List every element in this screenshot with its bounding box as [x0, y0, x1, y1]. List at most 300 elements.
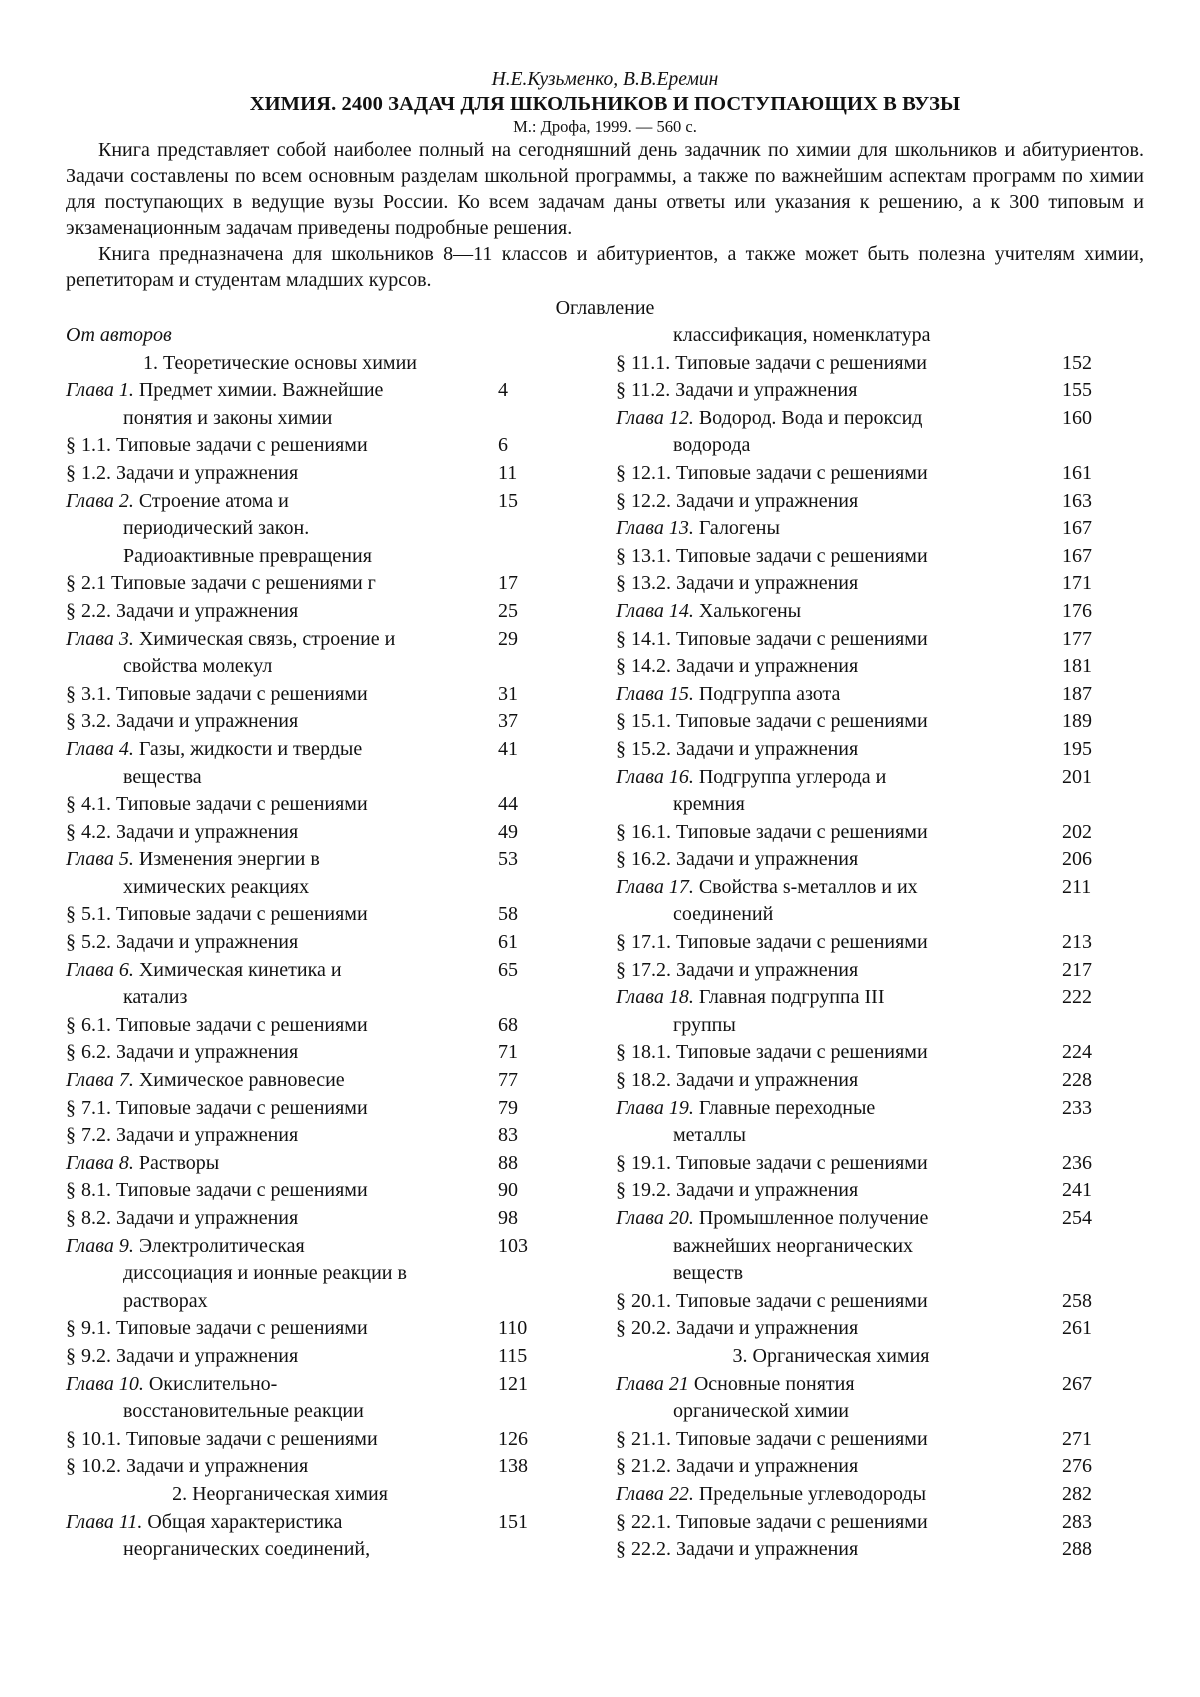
toc-entry [66, 1315, 566, 1343]
toc-entry [616, 791, 1144, 819]
chapter-title: Химическая связь, строение и [133, 627, 396, 650]
toc-page-number: 267 [1062, 1372, 1092, 1395]
toc-page-number: 217 [1062, 958, 1092, 981]
toc-page-number: 213 [1062, 931, 1092, 954]
toc-page-number [1046, 1260, 1142, 1288]
toc-page-number: 138 [498, 1455, 528, 1478]
toc-page-number: 25 [498, 599, 518, 622]
toc-entry-title [66, 1371, 494, 1399]
toc-entry [66, 819, 566, 847]
toc-page-number: 15 [498, 489, 518, 512]
toc-entry-title: важнейших неорганических [673, 1234, 914, 1257]
toc-entry [66, 1095, 566, 1123]
toc-entry-title: § 8.2. Задачи и упражнения [66, 1207, 299, 1229]
toc-page-number [1046, 1398, 1142, 1426]
toc-entry [66, 405, 566, 433]
toc-page-number [494, 1481, 558, 1509]
toc-page-number: 171 [1062, 572, 1092, 595]
toc-entry [616, 543, 1144, 571]
toc-entry-title: 3. Органическая химия [732, 1344, 930, 1367]
toc-page-number [494, 764, 558, 792]
toc-page-number: 206 [1062, 848, 1092, 871]
chapter-label: Глава 4. [66, 737, 134, 760]
toc-entry [66, 736, 566, 764]
toc-entry-title [616, 874, 1046, 902]
chapter-label: Глава 21 [616, 1372, 689, 1395]
toc-entry-title: § 16.2. Задачи и упражнения [616, 848, 859, 871]
toc-page-number: 163 [1062, 489, 1092, 512]
toc-entry-title: группы [673, 1013, 736, 1036]
toc-page-number: 228 [1062, 1069, 1092, 1092]
toc-entry-title: § 21.1. Типовые задачи с решениями [616, 1427, 928, 1450]
toc-entry [616, 1536, 1144, 1564]
toc-entry-title: металлы [673, 1124, 746, 1147]
toc-entry [66, 1233, 566, 1261]
toc-entry-title: соединений [673, 903, 774, 926]
chapter-label: Глава 7. [66, 1069, 134, 1092]
toc-entry [616, 626, 1144, 654]
toc-page-number [1046, 791, 1142, 819]
toc-entry [616, 846, 1144, 874]
toc-page-number [1046, 1122, 1142, 1150]
chapter-title: Халькогены [693, 599, 802, 622]
toc-page-number: 61 [498, 931, 518, 954]
toc-entry-title: § 20.2. Задачи и упражнения [616, 1317, 859, 1340]
toc-page-number: 187 [1062, 682, 1092, 705]
toc-entry-title: веществ [673, 1262, 744, 1285]
toc-page-number [1046, 1233, 1142, 1261]
toc-page-number: 41 [498, 737, 518, 760]
chapter-label: Глава 14. [616, 599, 694, 622]
toc-entry [616, 1315, 1144, 1343]
toc-entry-title: От авторов [66, 324, 172, 346]
chapter-label: Глава 17. [616, 875, 694, 898]
toc-entry [66, 350, 566, 378]
toc-page-number: 176 [1062, 599, 1092, 622]
toc-entry-title: периодический закон. [123, 517, 310, 540]
toc-entry [616, 708, 1144, 736]
toc-page-number: 83 [498, 1124, 518, 1147]
toc-entry [616, 1453, 1144, 1481]
chapter-title: Свойства s-металлов и их [693, 875, 918, 898]
toc-page-number: 288 [1062, 1538, 1092, 1561]
annotation-paragraph-1: Книга представляет собой наиболее полный на сегодняшний день задачник по химии для школьников и абитуриентов. Задачи составлены по всем основным разделам школьной программы, а также по важнейшим аспектам программ по химии для поступающих в ведущие вузы России. Ко всем задачам даны ответы или указания к решению, а к 300 типовым и экзаменационным задачам приведены подробные решения. [66, 139, 1144, 239]
toc-page-number: 49 [498, 820, 518, 843]
toc-entry [616, 1233, 1144, 1261]
chapter-title: Основные понятия [688, 1372, 855, 1395]
toc-page-number: 283 [1062, 1510, 1092, 1533]
toc-page-number [1046, 901, 1142, 929]
toc-entry [616, 764, 1144, 792]
toc-entry [66, 1426, 566, 1454]
toc-page-number: 282 [1062, 1482, 1092, 1505]
toc-entry [66, 1509, 566, 1537]
toc-entry-title [66, 377, 494, 405]
toc-entry-title [66, 1233, 494, 1261]
toc-entry [616, 957, 1144, 985]
toc-left-column [66, 322, 566, 1564]
toc-entry-title: § 8.1. Типовые задачи с решениями [66, 1179, 368, 1202]
book-authors: Н.Е.Кузьменко, В.В.Еремин [491, 69, 719, 90]
toc-entry-title: классификация, номенклатура [673, 324, 931, 346]
chapter-title: Предмет химии. Важнейшие [133, 379, 384, 402]
toc-page-number: 177 [1062, 627, 1092, 650]
toc-page-number: 58 [498, 903, 518, 926]
toc-page-number [494, 515, 558, 543]
annotation-paragraph-2: Книга предназначена для школьников 8—11 классов и абитуриентов, а также может быть полезна учителям химии, репетиторам и студентам младших курсов. [66, 243, 1144, 291]
toc-entry [616, 1095, 1144, 1123]
toc-page-number: 181 [1062, 655, 1092, 678]
toc-page-number: 121 [498, 1372, 528, 1395]
toc-entry [66, 1343, 566, 1371]
toc-entry-title: катализ [123, 986, 188, 1009]
toc-entry-title [66, 957, 494, 985]
toc-entry-title: § 14.1. Типовые задачи с решениями [616, 627, 928, 650]
toc-entry-title: органической химии [673, 1400, 849, 1423]
toc-entry [616, 432, 1144, 460]
toc-entry [616, 1039, 1144, 1067]
chapter-label: Глава 8. [66, 1151, 134, 1174]
toc-entry-title: § 9.1. Типовые задачи с решениями [66, 1317, 368, 1340]
toc-entry-title [616, 405, 1046, 433]
toc-entry [66, 570, 566, 598]
toc-entry-title: § 10.2. Задачи и упражнения [66, 1455, 309, 1478]
toc-entry [616, 1509, 1144, 1537]
toc-entry-title: водорода [673, 434, 751, 457]
table-of-contents [66, 322, 1144, 1564]
toc-entry-title: § 15.2. Задачи и упражнения [616, 737, 859, 760]
chapter-label: Глава 19. [616, 1096, 694, 1119]
toc-page-number: 152 [1062, 351, 1092, 374]
toc-entry [66, 764, 566, 792]
toc-entry [616, 322, 1144, 350]
publisher-info: М.: Дрофа, 1999. — 560 с. [513, 117, 697, 136]
toc-page-number: 271 [1062, 1427, 1092, 1450]
toc-page-number: 151 [498, 1510, 528, 1533]
toc-entry [616, 901, 1144, 929]
toc-entry-title [66, 488, 494, 516]
toc-entry-title: § 13.1. Типовые задачи с решениями [616, 544, 928, 567]
toc-page-number [494, 874, 558, 902]
toc-entry-title: § 12.2. Задачи и упражнения [616, 489, 859, 512]
toc-entry [66, 1288, 566, 1316]
chapter-title: Химическая кинетика и [133, 958, 342, 981]
toc-entry [66, 901, 566, 929]
chapter-title: Главные переходные [693, 1096, 876, 1119]
toc-page-number: 4 [498, 379, 508, 402]
toc-page-number: 88 [498, 1151, 518, 1174]
toc-page-number: 258 [1062, 1289, 1092, 1312]
toc-page-number: 211 [1062, 875, 1092, 898]
toc-page-number: 6 [498, 434, 508, 457]
toc-entry [616, 460, 1144, 488]
toc-entry [616, 1481, 1144, 1509]
toc-entry-title: § 14.2. Задачи и упражнения [616, 655, 859, 678]
toc-page-number: 44 [498, 793, 518, 816]
toc-entry-title: § 6.1. Типовые задачи с решениями [66, 1013, 368, 1036]
toc-entry [66, 1205, 566, 1233]
toc-entry-title [616, 681, 1046, 709]
chapter-label: Глава 12. [616, 406, 694, 429]
toc-entry-title [616, 1095, 1046, 1123]
chapter-label: Глава 18. [616, 986, 694, 1009]
chapter-title: Химическое равновесие [133, 1069, 345, 1092]
toc-page-number: 79 [498, 1096, 518, 1119]
toc-entry [66, 984, 566, 1012]
toc-page-number: 31 [498, 682, 518, 705]
toc-entry-title: § 5.2. Задачи и упражнения [66, 931, 299, 954]
chapter-label: Глава 3. [66, 627, 134, 650]
chapter-title: Изменения энергии в [133, 848, 320, 871]
toc-entry-title: § 18.2. Задачи и упражнения [616, 1069, 859, 1092]
toc-entry [66, 1481, 566, 1509]
toc-entry [616, 1371, 1144, 1399]
toc-entry-title [616, 984, 1046, 1012]
toc-page-number: 195 [1062, 737, 1092, 760]
toc-entry [616, 1260, 1144, 1288]
toc-entry-title: § 6.2. Задачи и упражнения [66, 1041, 299, 1064]
toc-entry-title: § 11.1. Типовые задачи с решениями [616, 351, 927, 374]
chapter-title: Главная подгруппа III [693, 986, 885, 1009]
toc-entry-title: § 19.2. Задачи и упражнения [616, 1179, 859, 1202]
toc-entry [66, 874, 566, 902]
toc-entry-title: химических реакциях [123, 875, 310, 898]
toc-entry [66, 377, 566, 405]
toc-entry [66, 1039, 566, 1067]
toc-entry-title: § 5.1. Типовые задачи с решениями [66, 903, 368, 926]
toc-page-number: 254 [1062, 1207, 1092, 1229]
toc-entry-title [66, 846, 494, 874]
chapter-title: Водород. Вода и пероксид [693, 406, 923, 429]
toc-entry-title [616, 1481, 1046, 1509]
chapter-title: Строение атома и [133, 489, 289, 512]
chapter-title: Растворы [133, 1151, 220, 1174]
chapter-title: Окислительно- [143, 1372, 278, 1395]
toc-page-number: 115 [498, 1344, 528, 1367]
toc-page-number [494, 1260, 558, 1288]
toc-page-number: 222 [1062, 986, 1092, 1009]
toc-page-number: 160 [1062, 406, 1092, 429]
toc-entry-title: 1. Теоретические основы химии [143, 351, 417, 374]
toc-entry [66, 1012, 566, 1040]
toc-page-number [1046, 432, 1142, 460]
toc-entry-title: вещества [123, 765, 202, 788]
chapter-label: Глава 22. [616, 1482, 694, 1505]
toc-entry [66, 1260, 566, 1288]
toc-entry-title: § 3.2. Задачи и упражнения [66, 710, 299, 733]
toc-entry-title: § 22.1. Типовые задачи с решениями [616, 1510, 928, 1533]
toc-entry-title: неорганических соединений, [123, 1538, 371, 1561]
toc-page-number: 103 [498, 1234, 528, 1257]
chapter-label: Глава 16. [616, 765, 694, 788]
toc-entry [66, 1453, 566, 1481]
toc-entry-title: § 1.2. Задачи и упражнения [66, 461, 299, 484]
toc-entry [66, 432, 566, 460]
toc-entry-title: § 10.1. Типовые задачи с решениями [66, 1427, 378, 1450]
toc-entry-title [616, 764, 1046, 792]
toc-entry-title: кремния [673, 793, 745, 816]
toc-page-number [494, 1536, 558, 1564]
toc-page-number: 77 [498, 1069, 518, 1092]
toc-right-column [616, 322, 1144, 1564]
toc-entry [616, 1177, 1144, 1205]
toc-page-number: 261 [1062, 1317, 1092, 1340]
toc-entry-title: восстановительные реакции [123, 1400, 364, 1423]
toc-entry [66, 460, 566, 488]
chapter-label: Глава 6. [66, 958, 134, 981]
toc-entry [616, 874, 1144, 902]
toc-entry [66, 488, 566, 516]
toc-entry [66, 515, 566, 543]
toc-entry-title: § 21.2. Задачи и упражнения [616, 1455, 859, 1478]
toc-page-number: 68 [498, 1013, 518, 1036]
toc-entry-title: § 19.1. Типовые задачи с решениями [616, 1151, 928, 1174]
toc-entry-title [66, 1150, 494, 1178]
toc-page-number: 126 [498, 1427, 528, 1450]
toc-entry-title: § 20.1. Типовые задачи с решениями [616, 1289, 928, 1312]
toc-entry [616, 1426, 1144, 1454]
toc-entry-title [616, 1205, 1046, 1233]
toc-entry-title: § 12.1. Типовые задачи с решениями [616, 461, 928, 484]
toc-page-number: 37 [498, 710, 518, 733]
toc-page-number: 167 [1062, 517, 1092, 540]
toc-entry-title [616, 598, 1046, 626]
chapter-title: Предельные углеводороды [693, 1482, 927, 1505]
toc-entry-title: § 4.1. Типовые задачи с решениями [66, 793, 368, 816]
toc-entry [66, 1177, 566, 1205]
chapter-title: Подгруппа углерода и [693, 765, 887, 788]
toc-entry [616, 1150, 1144, 1178]
toc-entry [66, 929, 566, 957]
toc-entry [616, 1122, 1144, 1150]
toc-entry-title: § 4.2. Задачи и упражнения [66, 820, 299, 843]
toc-entry [66, 1067, 566, 1095]
toc-entry-title: диссоциация и ионные реакции в [123, 1262, 407, 1285]
toc-entry [616, 515, 1144, 543]
toc-entry-title: § 15.1. Типовые задачи с решениями [616, 710, 928, 733]
toc-entry [616, 1012, 1144, 1040]
toc-entry-title: § 22.2. Задачи и упражнения [616, 1538, 859, 1561]
toc-entry [616, 929, 1144, 957]
toc-entry-title: § 16.1. Типовые задачи с решениями [616, 820, 928, 843]
chapter-label: Глава 15. [616, 682, 694, 705]
chapter-label: Глава 1. [66, 379, 134, 402]
book-title: ХИМИЯ. 2400 ЗАДАЧ ДЛЯ ШКОЛЬНИКОВ И ПОСТУПАЮЩИХ В ВУЗЫ [249, 93, 961, 115]
toc-page-number [494, 543, 558, 571]
chapter-title: Газы, жидкости и твердые [133, 737, 363, 760]
toc-page-number: 189 [1062, 710, 1092, 733]
toc-entry-title: понятия и законы химии [123, 406, 333, 429]
toc-entry [66, 1371, 566, 1399]
toc-entry [616, 377, 1144, 405]
toc-page-number [494, 1398, 558, 1426]
toc-entry [66, 1536, 566, 1564]
toc-entry [616, 1288, 1144, 1316]
toc-entry [66, 626, 566, 654]
toc-entry [616, 1343, 1144, 1371]
toc-page-number [1046, 1343, 1142, 1371]
toc-entry [66, 1398, 566, 1426]
toc-page-number: 201 [1062, 765, 1092, 788]
toc-page-number: 161 [1062, 461, 1092, 484]
toc-entry [66, 846, 566, 874]
chapter-title: Подгруппа азота [693, 682, 841, 705]
toc-page-number [494, 350, 558, 378]
toc-page-number: 236 [1062, 1151, 1092, 1174]
toc-page-number [494, 984, 558, 1012]
toc-page-number [494, 653, 558, 681]
toc-page-number [494, 1288, 558, 1316]
chapter-title: Общая характеристика [142, 1510, 343, 1533]
toc-entry-title: § 11.2. Задачи и упражнения [616, 379, 858, 402]
toc-entry-title: растворах [123, 1289, 208, 1312]
toc-entry-title [66, 1067, 494, 1095]
toc-heading: Оглавление [555, 297, 655, 319]
toc-entry [66, 957, 566, 985]
toc-entry [616, 1067, 1144, 1095]
toc-page-number: 29 [498, 627, 518, 650]
toc-entry-title: § 18.1. Типовые задачи с решениями [616, 1041, 928, 1064]
chapter-label: Глава 13. [616, 517, 694, 540]
toc-page-number: 53 [498, 848, 518, 871]
toc-page-number: 233 [1062, 1096, 1092, 1119]
toc-entry-title: § 2.2. Задачи и упражнения [66, 599, 299, 622]
toc-entry [616, 570, 1144, 598]
chapter-title: Галогены [693, 517, 780, 540]
toc-entry [616, 984, 1144, 1012]
toc-entry-title [66, 626, 494, 654]
toc-entry-title: § 17.1. Типовые задачи с решениями [616, 931, 928, 954]
chapter-label: Глава 5. [66, 848, 134, 871]
toc-page-number: 11 [498, 461, 518, 484]
toc-page-number: 224 [1062, 1041, 1092, 1064]
chapter-label: Глава 20. [616, 1207, 694, 1229]
toc-entry [616, 1398, 1144, 1426]
toc-entry [66, 681, 566, 709]
toc-page-number [494, 405, 558, 433]
toc-entry [66, 598, 566, 626]
toc-entry-title [616, 515, 1046, 543]
toc-page-number [1046, 322, 1142, 350]
toc-entry-title: Радиоактивные превращения [123, 544, 372, 567]
toc-entry-title: § 3.1. Типовые задачи с решениями [66, 682, 368, 705]
toc-entry-title: 2. Неорганическая химия [172, 1482, 388, 1505]
toc-entry [616, 1205, 1144, 1233]
document-page [66, 68, 1144, 1564]
toc-entry [66, 1122, 566, 1150]
toc-entry-title: § 7.2. Задачи и упражнения [66, 1124, 299, 1147]
toc-page-number: 98 [498, 1207, 518, 1229]
toc-entry-title: § 2.1 Типовые задачи с решениями г [66, 572, 376, 595]
toc-entry [616, 681, 1144, 709]
toc-entry [616, 653, 1144, 681]
chapter-label: Глава 9. [66, 1234, 134, 1257]
toc-entry [66, 1150, 566, 1178]
toc-entry [616, 488, 1144, 516]
toc-page-number: 17 [498, 572, 518, 595]
toc-page-number: 155 [1062, 379, 1092, 402]
toc-entry-title: § 13.2. Задачи и упражнения [616, 572, 859, 595]
chapter-title: Электролитическая [133, 1234, 305, 1257]
toc-entry [66, 708, 566, 736]
chapter-label: Глава 11. [66, 1510, 143, 1533]
toc-page-number: 65 [498, 958, 518, 981]
toc-entry [616, 736, 1144, 764]
toc-entry [66, 653, 566, 681]
toc-page-number: 110 [498, 1317, 528, 1340]
toc-entry [616, 405, 1144, 433]
toc-entry [66, 543, 566, 571]
